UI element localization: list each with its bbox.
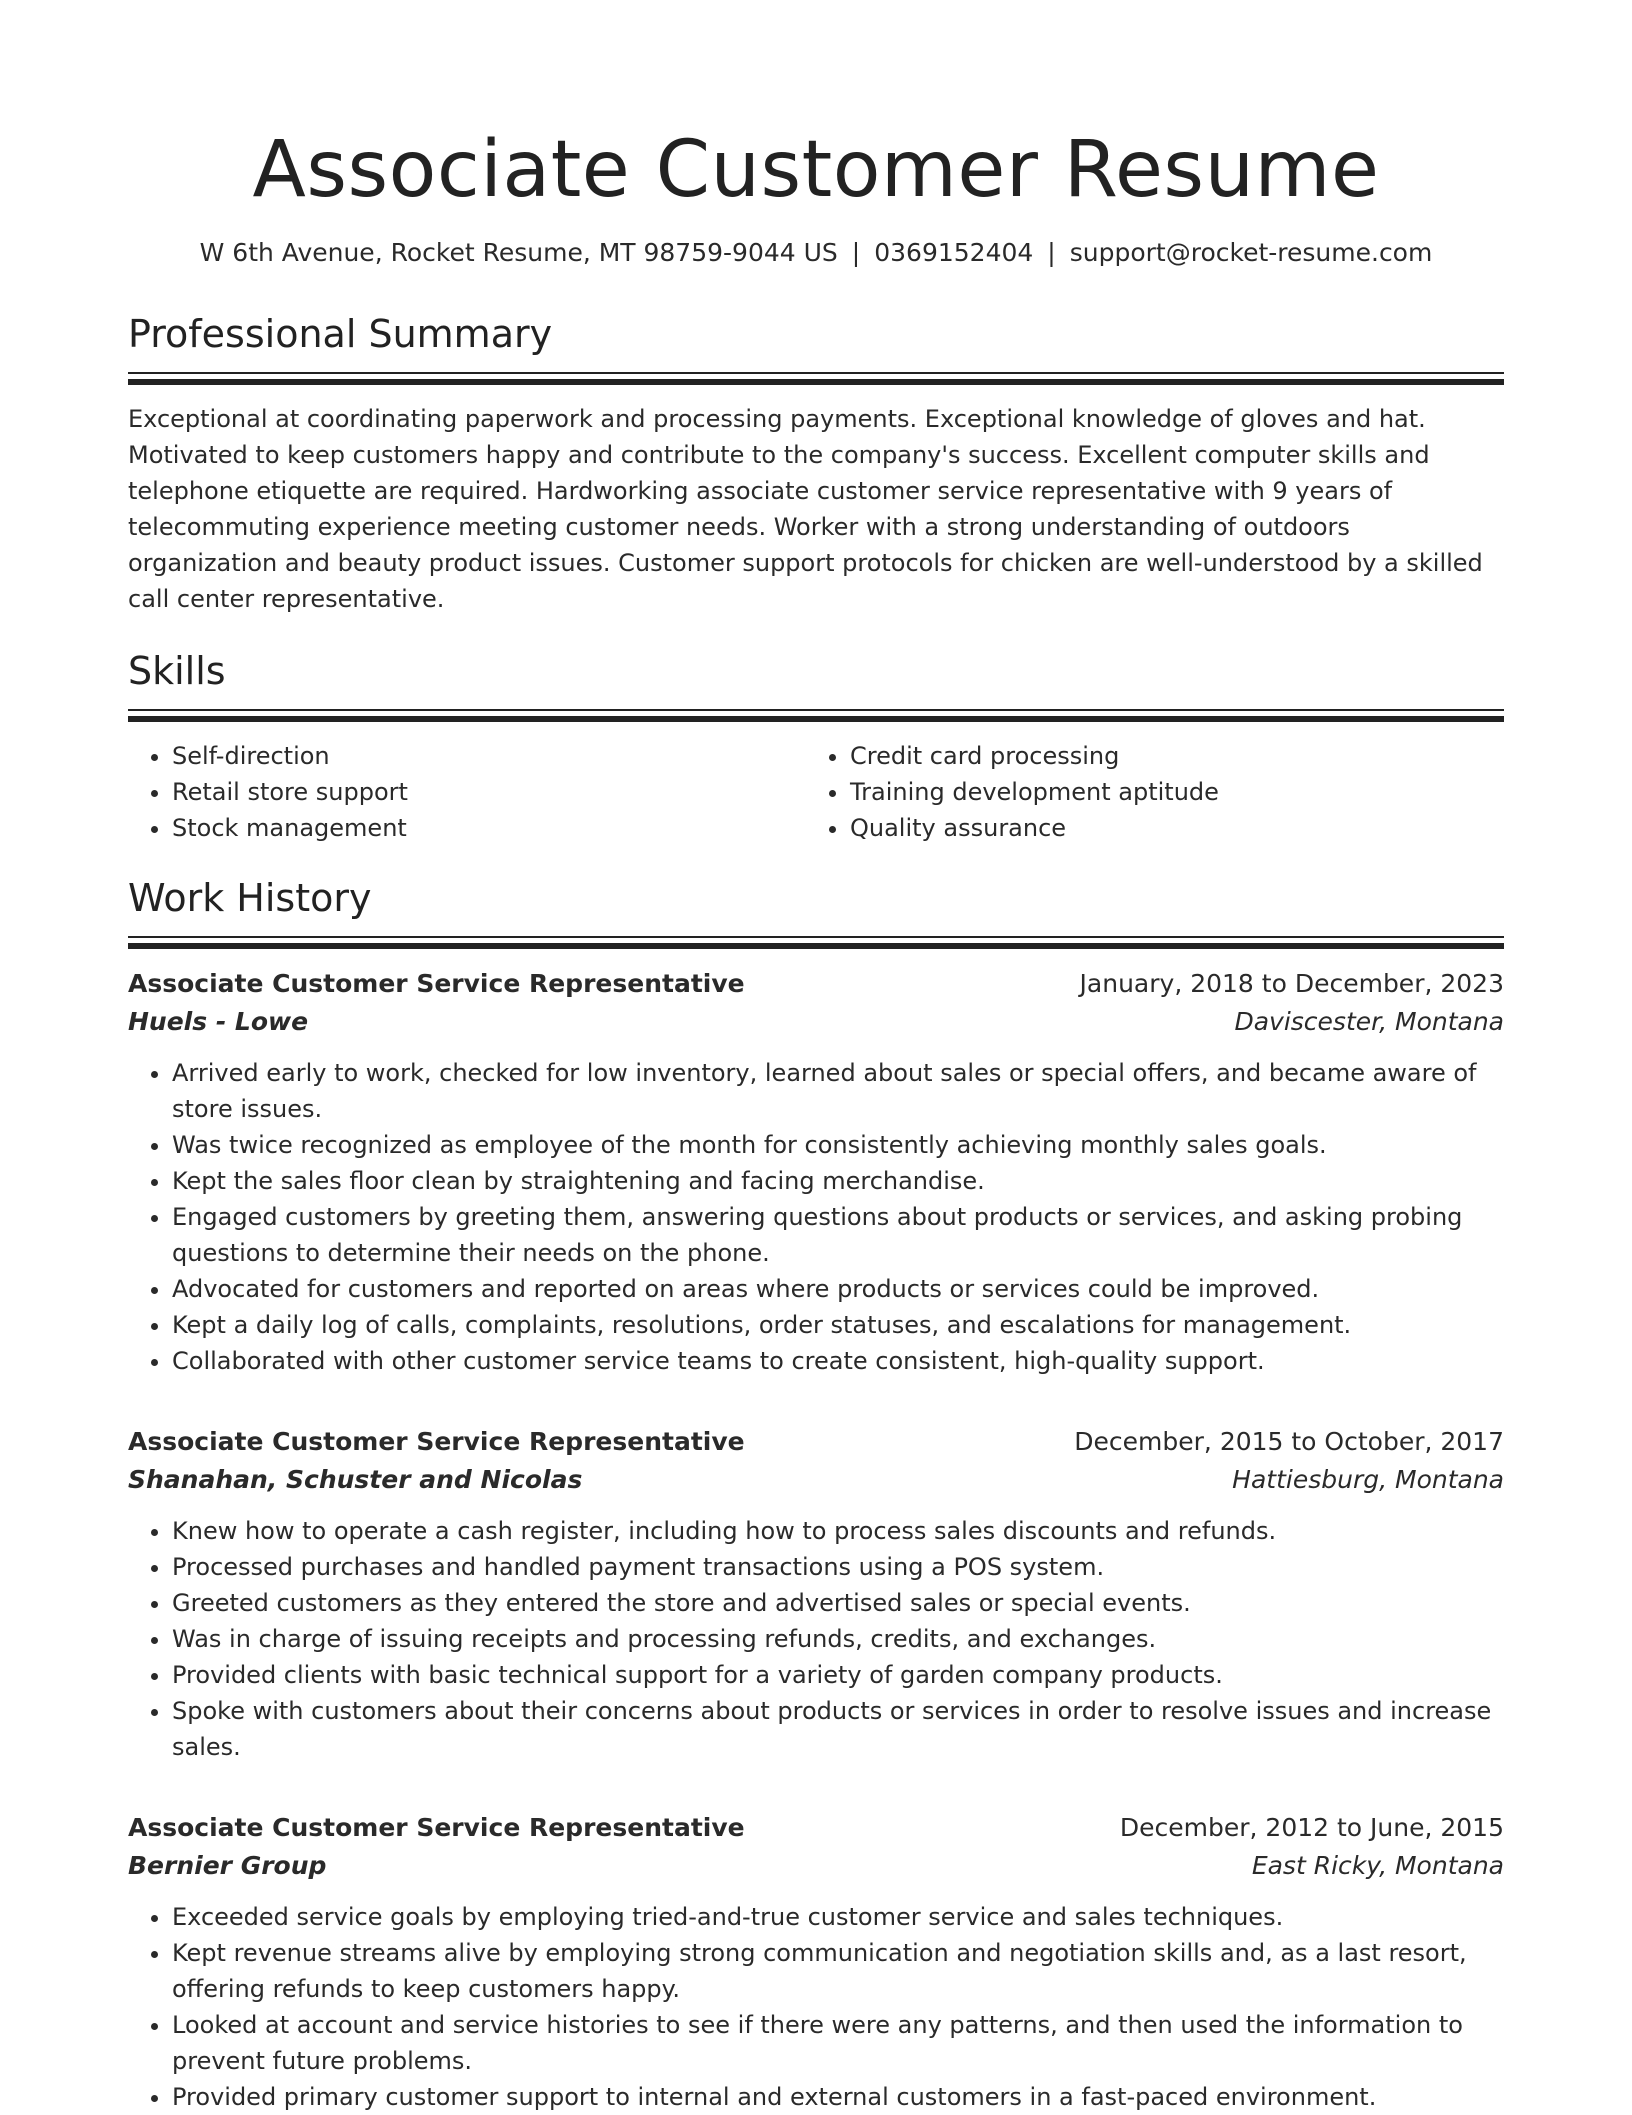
section-heading-work-history: Work History xyxy=(128,876,372,920)
job-company: Huels - Lowe xyxy=(128,1007,309,1036)
contact-separator: | xyxy=(1047,238,1056,267)
resume-title: Associate Customer Resume xyxy=(252,125,1380,215)
job-bullet: • Greeted customers as they entered the store and advertised sales or special events. xyxy=(172,1585,1504,1621)
contact-phone: 0369152404 xyxy=(874,238,1034,267)
job-bullet: • Arrived early to work, checked for low inventory, learned about sales or special offers, and became aware of store issues. xyxy=(172,1055,1504,1127)
job-bullet: • Provided clients with basic technical support for a variety of garden company products. xyxy=(172,1657,1504,1693)
skill-item: • Training development aptitude xyxy=(850,774,1484,810)
job-title: Associate Customer Service Representative xyxy=(128,1427,745,1456)
job-subheader xyxy=(128,1461,1504,1499)
job-header xyxy=(128,965,1504,1003)
job-entry xyxy=(128,965,1504,1379)
job-bullet: • Kept revenue streams alive by employing strong communication and negotiation skills and, as a last resort, offering refunds to keep customers happy. xyxy=(172,1935,1504,2007)
skills-section xyxy=(128,647,1504,846)
job-bullet: • Provided primary customer support to internal and external customers in a fast-paced environment. xyxy=(172,2079,1504,2115)
job-bullet: • Kept a daily log of calls, complaints, resolutions, order statuses, and escalations for management. xyxy=(172,1307,1504,1343)
job-subheader xyxy=(128,1847,1504,1885)
job-subheader xyxy=(128,1003,1504,1041)
job-bullet: • Collaborated with other customer service teams to create consistent, high-quality support. xyxy=(172,1343,1504,1379)
section-heading-skills: Skills xyxy=(128,649,226,693)
skill-item: • Self-direction xyxy=(172,738,806,774)
job-title: Associate Customer Service Representative xyxy=(128,969,745,998)
job-bullet: • Was in charge of issuing receipts and processing refunds, credits, and exchanges. xyxy=(172,1621,1504,1657)
job-bullet: • Was twice recognized as employee of the month for consistently achieving monthly sales goals. xyxy=(172,1127,1504,1163)
job-bullet-list xyxy=(128,1513,1504,1765)
job-location: Daviscester, Montana xyxy=(1234,1007,1504,1036)
skill-item: • Credit card processing xyxy=(850,738,1484,774)
skills-grid xyxy=(128,738,1504,846)
job-bullet-list xyxy=(128,1055,1504,1379)
skills-column-right xyxy=(806,738,1484,846)
summary-text: Exceptional at coordinating paperwork and processing payments. Exceptional knowledge of gloves and hat. Motivated to keep customers happy and contribute to the company's success. Excellent computer skills and telephone etiquette are required. Hardworking associate customer service representative with 9 years of telecommuting experience meeting customer needs. Worker with a strong understanding of outdoors organization and beauty product issues. Customer support protocols for chicken are well-understood by a skilled call center representative. xyxy=(128,405,1483,613)
job-dates: December, 2012 to June, 2015 xyxy=(1119,1813,1504,1842)
job-bullet: • Exceeded service goals by employing tried-and-true customer service and sales techniques. xyxy=(172,1899,1504,1935)
skills-column-left xyxy=(128,738,806,846)
contact-email: support@rocket-resume.com xyxy=(1069,238,1433,267)
job-entry xyxy=(128,1423,1504,1765)
job-dates: December, 2015 to October, 2017 xyxy=(1074,1427,1504,1456)
job-entry xyxy=(128,1809,1504,2115)
job-location: Hattiesburg, Montana xyxy=(1232,1465,1504,1494)
professional-summary-section xyxy=(128,310,1504,617)
job-location: East Ricky, Montana xyxy=(1251,1851,1504,1880)
job-company: Shanahan, Schuster and Nicolas xyxy=(128,1465,583,1494)
job-bullet: • Advocated for customers and reported on areas where products or services could be improved. xyxy=(172,1271,1504,1307)
job-bullet: • Knew how to operate a cash register, including how to process sales discounts and refunds. xyxy=(172,1513,1504,1549)
section-heading-summary: Professional Summary xyxy=(128,312,553,356)
section-divider xyxy=(128,936,1504,949)
contact-separator: | xyxy=(851,238,861,267)
job-header xyxy=(128,1423,1504,1461)
skill-item: • Stock management xyxy=(172,810,806,846)
contact-address: W 6th Avenue, Rocket Resume, MT 98759-9044 US xyxy=(199,238,838,267)
job-bullet: • Kept the sales floor clean by straightening and facing merchandise. xyxy=(172,1163,1504,1199)
section-divider xyxy=(128,372,1504,385)
resume-page xyxy=(128,0,1504,2115)
section-divider xyxy=(128,709,1504,722)
job-title: Associate Customer Service Representative xyxy=(128,1813,745,1842)
job-bullet: • Engaged customers by greeting them, answering questions about products or services, and asking probing questions to determine their needs on the phone. xyxy=(172,1199,1504,1271)
job-bullet: • Processed purchases and handled payment transactions using a POS system. xyxy=(172,1549,1504,1585)
job-bullet: • Looked at account and service histories to see if there were any patterns, and then used the information to prevent future problems. xyxy=(172,2007,1504,2079)
contact-line xyxy=(128,236,1504,270)
job-bullet: • Spoke with customers about their concerns about products or services in order to resolve issues and increase sales. xyxy=(172,1693,1504,1765)
job-dates: January, 2018 to December, 2023 xyxy=(1079,969,1504,998)
work-history-section xyxy=(128,874,1504,2115)
skill-item: • Retail store support xyxy=(172,774,806,810)
job-bullet-list xyxy=(128,1899,1504,2115)
skill-item: • Quality assurance xyxy=(850,810,1484,846)
job-company: Bernier Group xyxy=(128,1851,327,1880)
job-header xyxy=(128,1809,1504,1847)
